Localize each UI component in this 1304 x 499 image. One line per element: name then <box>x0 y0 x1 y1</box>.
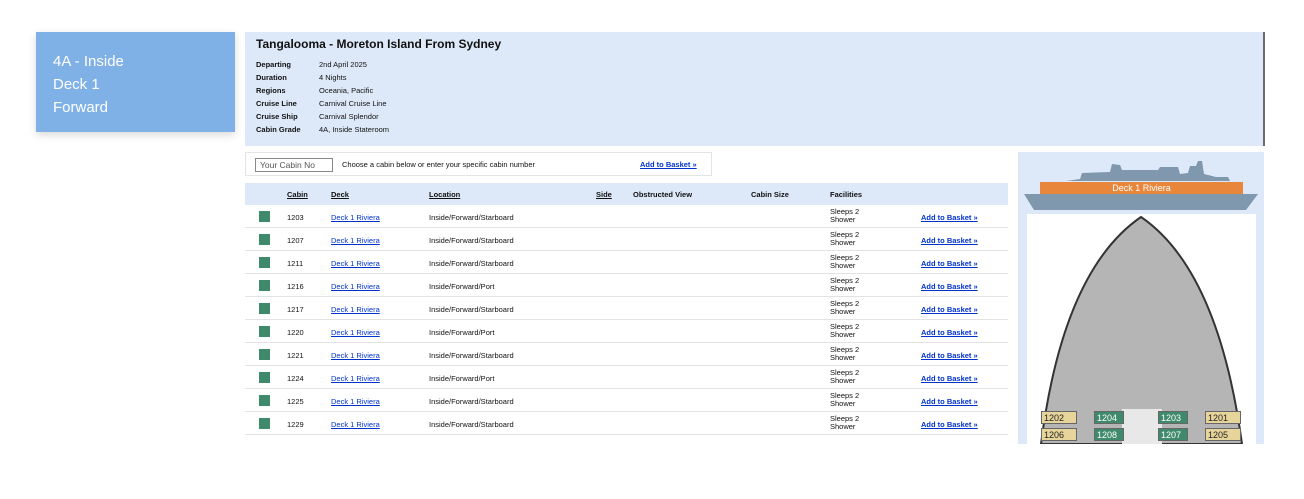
deck-cabin-1205[interactable]: 1205 <box>1205 428 1241 441</box>
table-row <box>245 205 1008 228</box>
deck-cabin-1207[interactable]: 1207 <box>1158 428 1188 441</box>
cabin-location: Inside/Forward/Port <box>429 374 495 383</box>
header-deck[interactable]: Deck <box>331 190 349 199</box>
header-cabin[interactable]: Cabin <box>287 190 308 199</box>
cabin-number: 1216 <box>287 282 304 291</box>
cabin-grade-label: 4A - Inside <box>53 53 124 70</box>
cabin-facilities: Sleeps 2 Shower <box>830 391 860 408</box>
add-to-basket-button[interactable]: Add to Basket » <box>921 420 978 429</box>
table-row <box>245 320 1008 343</box>
deck-link[interactable]: Deck 1 Riviera <box>331 420 380 429</box>
deck-link[interactable]: Deck 1 Riviera <box>331 259 380 268</box>
cabin-location: Inside/Forward/Starboard <box>429 397 514 406</box>
cabin-location: Inside/Forward/Starboard <box>429 236 514 245</box>
cabin-color-swatch <box>259 257 270 268</box>
cabin-number: 1224 <box>287 374 304 383</box>
cabin-number: 1225 <box>287 397 304 406</box>
deck-link[interactable]: Deck 1 Riviera <box>331 236 380 245</box>
cabin-number: 1229 <box>287 420 304 429</box>
cabin-location: Inside/Forward/Port <box>429 282 495 291</box>
add-to-basket-button[interactable]: Add to Basket » <box>921 236 978 245</box>
add-cabin-number-button[interactable]: Add to Basket » <box>640 160 697 169</box>
ship-deck-panel <box>1018 152 1264 444</box>
cabin-location: Inside/Forward/Starboard <box>429 351 514 360</box>
cabin-number: 1217 <box>287 305 304 314</box>
detail-regions: Regions Oceania, Pacific <box>256 86 374 95</box>
detail-cabin-grade: Cabin Grade 4A, Inside Stateroom <box>256 125 390 134</box>
deck-cabin-1206[interactable]: 1206 <box>1041 428 1077 441</box>
deck-link[interactable]: Deck 1 Riviera <box>331 351 380 360</box>
add-to-basket-button[interactable]: Add to Basket » <box>921 282 978 291</box>
cabin-entry-hint: Choose a cabin below or enter your specific cabin number <box>342 160 536 169</box>
detail-departing: Departing 2nd April 2025 <box>256 60 367 69</box>
deck-link[interactable]: Deck 1 Riviera <box>331 282 380 291</box>
cabin-location: Inside/Forward/Port <box>429 328 495 337</box>
deck-cabin-1201[interactable]: 1201 <box>1205 411 1241 424</box>
table-row <box>245 274 1008 297</box>
table-row <box>245 389 1008 412</box>
deck-link[interactable]: Deck 1 Riviera <box>331 397 380 406</box>
header-cabin-size: Cabin Size <box>751 190 789 199</box>
cabin-color-swatch <box>259 234 270 245</box>
table-row <box>245 297 1008 320</box>
cabin-location: Inside/Forward/Starboard <box>429 305 514 314</box>
cabin-facilities: Sleeps 2 Shower <box>830 299 860 316</box>
cruise-title: Tangalooma - Moreton Island From Sydney <box>256 37 502 51</box>
cabin-number: 1211 <box>287 259 304 268</box>
deck-link[interactable]: Deck 1 Riviera <box>331 328 380 337</box>
deck-plan-map <box>1027 214 1256 444</box>
header-location[interactable]: Location <box>429 190 461 199</box>
add-to-basket-button[interactable]: Add to Basket » <box>921 374 978 383</box>
table-row <box>245 412 1008 435</box>
cabin-color-swatch <box>259 211 270 222</box>
cabin-facilities: Sleeps 2 Shower <box>830 230 860 247</box>
cabin-location: Inside/Forward/Starboard <box>429 420 514 429</box>
cabin-color-swatch <box>259 349 270 360</box>
detail-duration: Duration 4 Nights <box>256 73 347 82</box>
ship-bow-outline <box>1027 214 1256 444</box>
cabin-grade-card <box>36 32 235 132</box>
table-row <box>245 343 1008 366</box>
add-to-basket-button[interactable]: Add to Basket » <box>921 351 978 360</box>
add-to-basket-button[interactable]: Add to Basket » <box>921 259 978 268</box>
cabin-facilities: Sleeps 2 Shower <box>830 414 860 431</box>
header-side[interactable]: Side <box>596 190 612 199</box>
deck-cabin-1203[interactable]: 1203 <box>1158 411 1188 424</box>
add-to-basket-button[interactable]: Add to Basket » <box>921 305 978 314</box>
cabin-color-swatch <box>259 418 270 429</box>
cabin-number: 1220 <box>287 328 304 337</box>
add-to-basket-button[interactable]: Add to Basket » <box>921 213 978 222</box>
cabin-location: Inside/Forward/Starboard <box>429 213 514 222</box>
table-row <box>245 366 1008 389</box>
cabin-number: 1207 <box>287 236 304 245</box>
cabin-color-swatch <box>259 372 270 383</box>
detail-cruise-ship: Cruise Ship Carnival Splendor <box>256 112 379 121</box>
cabin-color-swatch <box>259 303 270 314</box>
add-to-basket-button[interactable]: Add to Basket » <box>921 328 978 337</box>
cabin-number: 1203 <box>287 213 304 222</box>
cabin-color-swatch <box>259 326 270 337</box>
cabin-number-input[interactable] <box>255 158 333 172</box>
deck-cabin-1204[interactable]: 1204 <box>1094 411 1124 424</box>
cabin-table <box>245 183 1008 435</box>
cabin-facilities: Sleeps 2 Shower <box>830 253 860 270</box>
cabin-color-swatch <box>259 395 270 406</box>
header-facilities: Facilities <box>830 190 863 199</box>
table-row <box>245 251 1008 274</box>
cabin-facilities: Sleeps 2 Shower <box>830 345 860 362</box>
cruise-info-panel <box>245 32 1265 146</box>
cabin-position-label: Forward <box>53 99 109 116</box>
cabin-facilities: Sleeps 2 Shower <box>830 322 860 339</box>
detail-cruise-line: Cruise Line Carnival Cruise Line <box>256 99 387 108</box>
cabin-color-swatch <box>259 280 270 291</box>
header-obstructed-view: Obstructed View <box>633 190 693 199</box>
cabin-deck-label: Deck 1 <box>53 76 100 93</box>
cabin-facilities: Sleeps 2 Shower <box>830 207 860 224</box>
deck-link[interactable]: Deck 1 Riviera <box>331 305 380 314</box>
cabin-facilities: Sleeps 2 Shower <box>830 368 860 385</box>
cabin-number: 1221 <box>287 351 304 360</box>
cabin-entry-bar <box>245 152 712 176</box>
table-header <box>245 183 1008 205</box>
deck-cabin-1208[interactable]: 1208 <box>1094 428 1124 441</box>
table-row <box>245 228 1008 251</box>
cabin-location: Inside/Forward/Starboard <box>429 259 514 268</box>
deck-cabin-1202[interactable]: 1202 <box>1041 411 1077 424</box>
cabin-facilities: Sleeps 2 Shower <box>830 276 860 293</box>
deck-link[interactable]: Deck 1 Riviera <box>331 213 380 222</box>
deck-name-bar: Deck 1 Riviera <box>1040 182 1243 194</box>
add-to-basket-button[interactable]: Add to Basket » <box>921 397 978 406</box>
deck-link[interactable]: Deck 1 Riviera <box>331 374 380 383</box>
